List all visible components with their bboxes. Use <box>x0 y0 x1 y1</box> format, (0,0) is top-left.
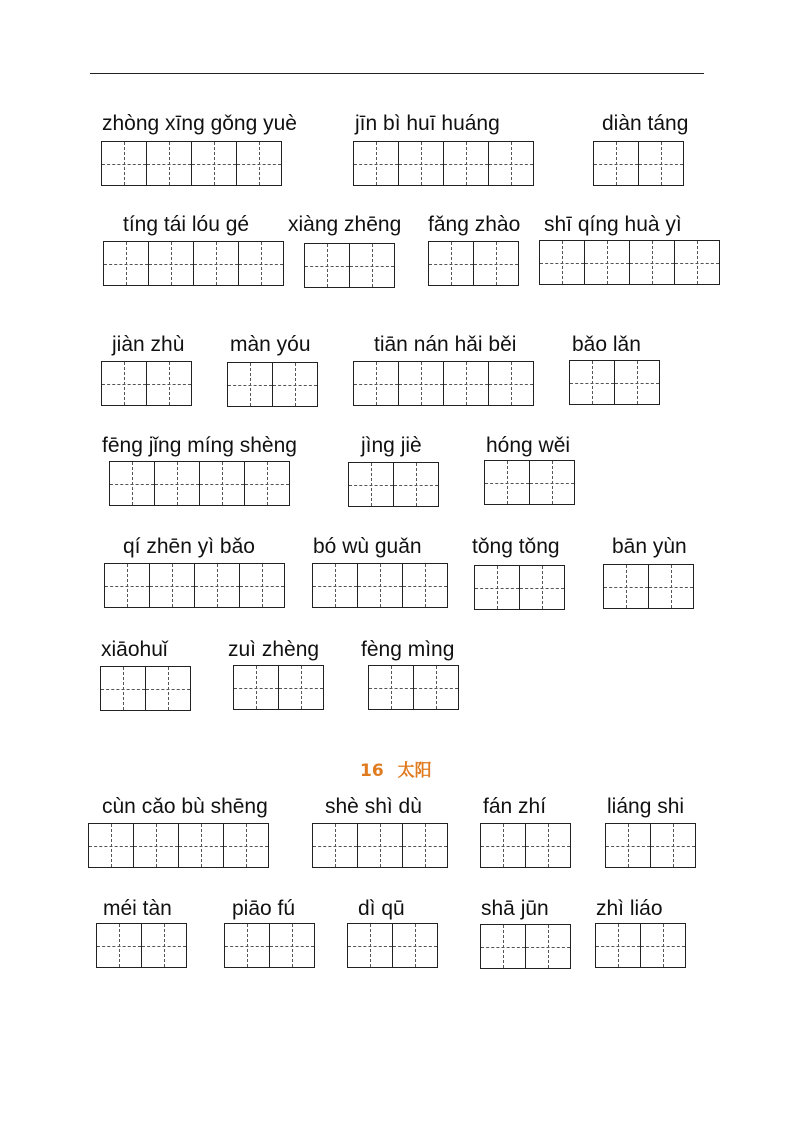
character-cell[interactable] <box>399 361 444 406</box>
pinyin-label: xiàng zhēng <box>288 213 402 236</box>
section-name: 太阳 <box>397 761 432 781</box>
character-cell[interactable] <box>540 240 585 285</box>
character-cell[interactable] <box>147 361 192 406</box>
pinyin-label: bān yùn <box>612 535 687 558</box>
character-cell[interactable] <box>102 141 147 186</box>
character-cell[interactable] <box>194 241 239 286</box>
pinyin-label: jīn bì huī huáng <box>355 112 500 135</box>
character-cell[interactable] <box>234 665 279 710</box>
character-cell[interactable] <box>358 823 403 868</box>
character-cell[interactable] <box>348 923 393 968</box>
pinyin-label: shā jūn <box>481 897 549 920</box>
character-cell[interactable] <box>485 460 530 505</box>
section-number: 16 <box>360 761 384 781</box>
pinyin-label: fēng jǐng míng shèng <box>102 434 297 457</box>
writing-grid[interactable] <box>595 923 686 968</box>
header-rule <box>90 73 704 74</box>
character-cell[interactable] <box>481 823 526 868</box>
pinyin-label: fán zhí <box>483 795 547 818</box>
character-cell[interactable] <box>594 141 639 186</box>
character-cell[interactable] <box>403 823 448 868</box>
character-cell[interactable] <box>399 141 444 186</box>
writing-grid[interactable] <box>88 823 269 868</box>
character-cell[interactable] <box>146 666 191 711</box>
character-cell[interactable] <box>245 461 290 506</box>
character-cell[interactable] <box>369 665 414 710</box>
character-cell[interactable] <box>354 141 399 186</box>
pinyin-label: piāo fú <box>232 897 296 920</box>
character-cell[interactable] <box>279 665 324 710</box>
character-cell[interactable] <box>675 240 720 285</box>
pinyin-label: cùn cǎo bù shēng <box>102 795 268 818</box>
pinyin-label: bǎo lǎn <box>572 333 641 356</box>
character-cell[interactable] <box>102 361 147 406</box>
character-cell[interactable] <box>520 565 565 610</box>
character-cell[interactable] <box>639 141 684 186</box>
character-cell[interactable] <box>394 462 439 507</box>
character-cell[interactable] <box>313 563 358 608</box>
writing-grid[interactable] <box>368 665 459 710</box>
pinyin-label: màn yóu <box>230 333 311 356</box>
pinyin-label: hóng wěi <box>486 434 571 457</box>
character-cell[interactable] <box>641 923 686 968</box>
writing-grid[interactable] <box>353 141 534 186</box>
pinyin-label: liáng shi <box>607 795 685 818</box>
character-cell[interactable] <box>393 923 438 968</box>
character-cell[interactable] <box>649 564 694 609</box>
pinyin-label: zhòng xīng gǒng yuè <box>102 112 297 135</box>
character-cell[interactable] <box>526 823 571 868</box>
character-cell[interactable] <box>240 563 285 608</box>
character-cell[interactable] <box>489 141 534 186</box>
character-cell[interactable] <box>526 924 571 969</box>
writing-grid[interactable] <box>593 141 684 186</box>
writing-grid[interactable] <box>347 923 438 968</box>
section-title <box>360 756 432 781</box>
character-cell[interactable] <box>155 461 200 506</box>
character-cell[interactable] <box>604 564 649 609</box>
pinyin-label: diàn táng <box>602 112 689 135</box>
character-cell[interactable] <box>585 240 630 285</box>
pinyin-label: xiāohuǐ <box>101 638 168 661</box>
writing-grid[interactable] <box>480 823 571 868</box>
character-cell[interactable] <box>350 243 395 288</box>
writing-grid[interactable] <box>484 460 575 505</box>
pinyin-label: fǎng zhào <box>428 213 521 236</box>
character-cell[interactable] <box>489 361 534 406</box>
character-cell[interactable] <box>596 923 641 968</box>
character-cell[interactable] <box>134 823 179 868</box>
writing-grid[interactable] <box>480 924 571 969</box>
character-cell[interactable] <box>101 666 146 711</box>
character-cell[interactable] <box>142 923 187 968</box>
pinyin-label: qí zhēn yì bǎo <box>123 535 255 558</box>
pinyin-label: tǒng tǒng <box>472 535 560 558</box>
character-cell[interactable] <box>225 923 270 968</box>
writing-grid[interactable] <box>103 241 284 286</box>
character-cell[interactable] <box>570 360 615 405</box>
character-cell[interactable] <box>481 924 526 969</box>
pinyin-label: shī qíng huà yì <box>544 213 682 236</box>
writing-grid[interactable] <box>101 361 192 406</box>
character-cell[interactable] <box>429 241 474 286</box>
character-cell[interactable] <box>147 141 192 186</box>
pinyin-label: fèng mìng <box>361 638 455 661</box>
character-cell[interactable] <box>630 240 675 285</box>
character-cell[interactable] <box>651 823 696 868</box>
pinyin-label: tiān nán hǎi běi <box>374 333 517 356</box>
character-cell[interactable] <box>474 241 519 286</box>
character-cell[interactable] <box>475 565 520 610</box>
pinyin-label: jiàn zhù <box>112 333 185 356</box>
writing-grid[interactable] <box>428 241 519 286</box>
writing-grid[interactable] <box>603 564 694 609</box>
writing-grid[interactable] <box>227 362 318 407</box>
character-cell[interactable] <box>615 360 660 405</box>
pinyin-label: tíng tái lóu gé <box>123 213 250 236</box>
writing-grid[interactable] <box>100 666 191 711</box>
pinyin-label: jìng jiè <box>361 434 422 457</box>
pinyin-label: dì qū <box>358 897 405 920</box>
character-cell[interactable] <box>149 241 194 286</box>
writing-grid[interactable] <box>312 823 448 868</box>
pinyin-label: zuì zhèng <box>228 638 320 661</box>
character-cell[interactable] <box>97 923 142 968</box>
character-cell[interactable] <box>403 563 448 608</box>
character-cell[interactable] <box>110 461 155 506</box>
writing-grid[interactable] <box>101 141 282 186</box>
character-cell[interactable] <box>358 563 403 608</box>
character-cell[interactable] <box>150 563 195 608</box>
writing-grid[interactable] <box>312 563 448 608</box>
writing-grid[interactable] <box>348 462 439 507</box>
writing-grid[interactable] <box>233 665 324 710</box>
character-cell[interactable] <box>349 462 394 507</box>
character-cell[interactable] <box>606 823 651 868</box>
writing-grid[interactable] <box>224 923 315 968</box>
pinyin-label: méi tàn <box>103 897 172 920</box>
character-cell[interactable] <box>105 563 150 608</box>
character-cell[interactable] <box>273 362 318 407</box>
writing-grid[interactable] <box>104 563 285 608</box>
character-cell[interactable] <box>224 823 269 868</box>
pinyin-label: shè shì dù <box>325 795 422 818</box>
character-cell[interactable] <box>444 361 489 406</box>
character-cell[interactable] <box>270 923 315 968</box>
character-cell[interactable] <box>179 823 224 868</box>
character-cell[interactable] <box>195 563 240 608</box>
writing-grid[interactable] <box>96 923 187 968</box>
character-cell[interactable] <box>305 243 350 288</box>
writing-grid[interactable] <box>539 240 720 285</box>
character-cell[interactable] <box>530 460 575 505</box>
writing-grid[interactable] <box>109 461 290 506</box>
character-cell[interactable] <box>237 141 282 186</box>
writing-grid[interactable] <box>353 361 534 406</box>
character-cell[interactable] <box>239 241 284 286</box>
character-cell[interactable] <box>444 141 489 186</box>
character-cell[interactable] <box>89 823 134 868</box>
writing-grid[interactable] <box>474 565 565 610</box>
writing-grid[interactable] <box>569 360 660 405</box>
writing-grid[interactable] <box>605 823 696 868</box>
character-cell[interactable] <box>414 665 459 710</box>
character-cell[interactable] <box>192 141 237 186</box>
character-cell[interactable] <box>228 362 273 407</box>
pinyin-label: zhì liáo <box>596 897 663 920</box>
pinyin-label: bó wù guǎn <box>313 535 422 558</box>
character-cell[interactable] <box>104 241 149 286</box>
writing-grid[interactable] <box>304 243 395 288</box>
character-cell[interactable] <box>200 461 245 506</box>
character-cell[interactable] <box>354 361 399 406</box>
character-cell[interactable] <box>313 823 358 868</box>
